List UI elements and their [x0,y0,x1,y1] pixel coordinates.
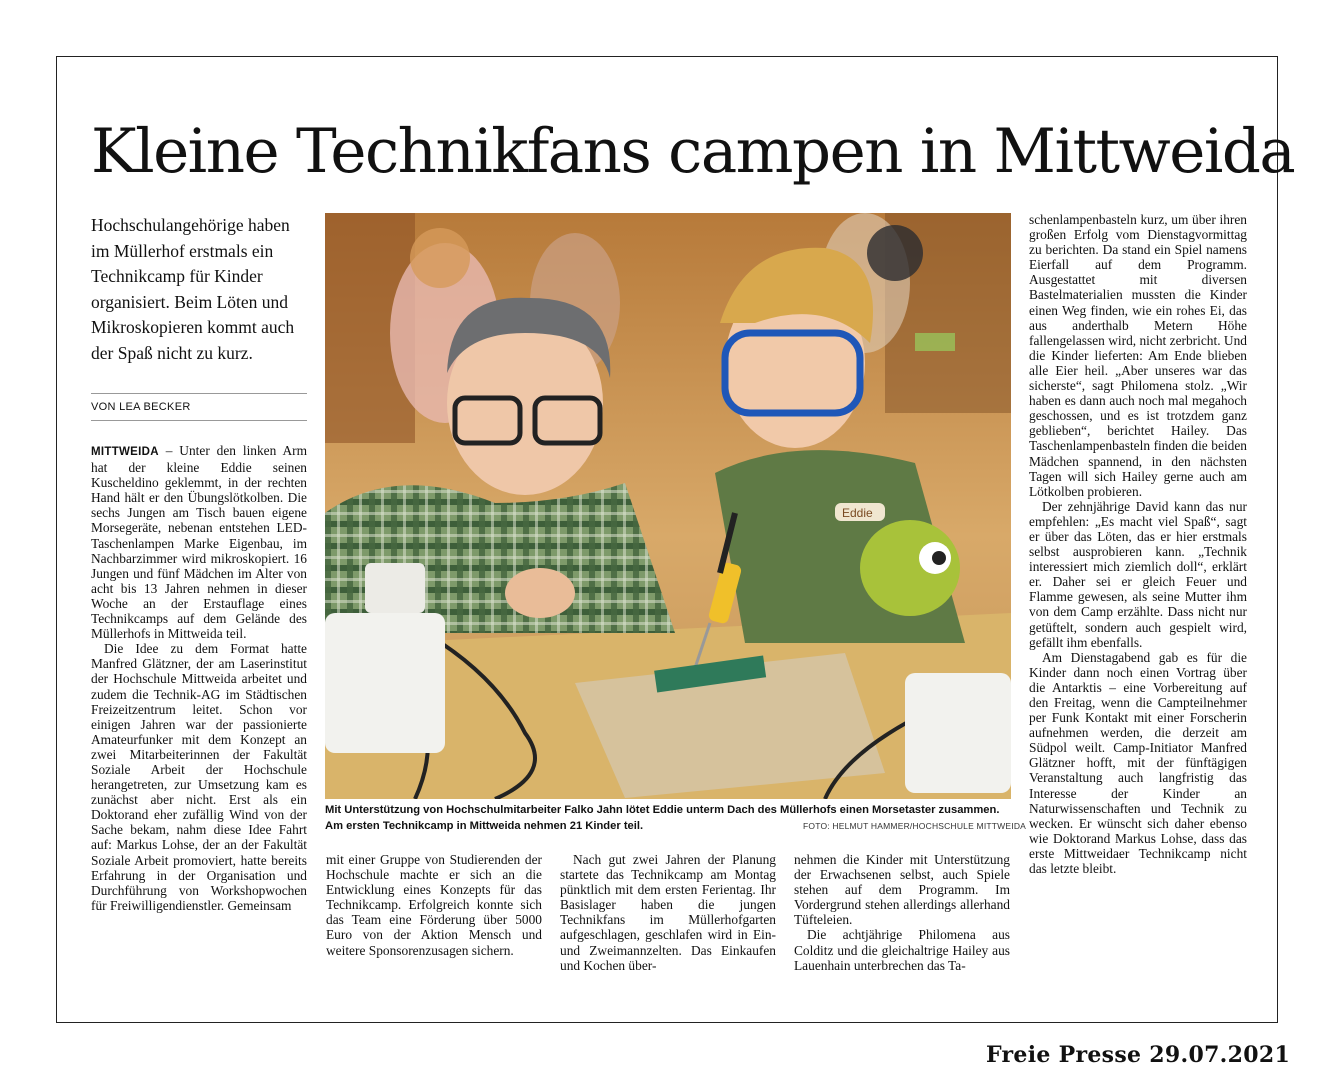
dateline: MITTWEIDA [91,446,159,458]
photo-caption: Mit Unterstützung von Hochschulmitarbeiter Falko Jahn lötet Eddie unterm Dach des Müllerhofs einen Morsetaster zusammen. Am ersten Technikcamp in Mittweida nehmen 21 Kinder teil. [325,804,1000,832]
article-column-2 [326,852,542,958]
headline: Kleine Technikfans campen in Mittweida [91,116,1295,187]
paragraph: Am Dienstagabend gab es für die Kinder dann noch einen Vortrag über die Antarktis – eine Vorbereitung auf den Freitag, wenn die Campteilnehmer per Funk Kontakt mit einer Forscherin aufnehmen werden, die derzeit am Südpol weilt. Camp-Initiator Manfred Glätzner hofft, mit der fünftägigen Veranstaltung auch langfristig das Interesse der Kinder an Naturwissenschaften und Technik zu wecken. Er wünscht sich daher ebenso wie Doktorand Markus Lohse, dass das erste Mittweidaer Technikcamp nicht das letzte bleibt. [1029,649,1247,877]
article-column-5 [1029,212,1247,876]
divider [91,420,307,421]
paragraph: Nach gut zwei Jahren der Planung startete das Technikcamp am Montag pünktlich mit dem ersten Ferientag. Ihr Basislager haben die jungen Technikfans im Müllerhofgarten aufgeschlagen, geschlafen wird in Ein- und Zweimannzelten. Das Einkaufen und Kochen über- [560,852,776,973]
paragraph: MITTWEIDA – Unter den linken Arm hat der kleine Eddie seinen Kuscheldino geklemmt, in der rechten Hand hält er den Übungslötkolben. Die sechs Jungen am Tisch bauen eigene Morsegeräte, nebenan entstehen LED-Taschenlampen Marke Eigenbau, im Nachbarzimmer wird mikroskopiert. 16 Jungen und fünf Mädchen im Alter von acht bis 13 Jahren nehmen in dieser Woche an der Erstauflage eines Technikcamps auf dem Gelände des Müllerhofs in Mittweida teil. [91,443,307,642]
divider [91,393,307,394]
paragraph: Die Idee zu dem Format hatte Manfred Glätzner, der am Laserinstitut der Hochschule Mittweida arbeitet und zudem die Technik-AG im Städtischen Freizeitzentrum leitet. Schon vor einigen Jahren war der passionierte Amateurfunker mit dem Konzept an zwei Mitarbeiterinnen der Fakultät Soziale Arbeit der Hochschule herangetreten, zur Umsetzung kam es zunächst aber nicht. Erst als ein Doktorand eher zufällig Wind von der Sache bekam, nahm diese Idee Fahrt auf: Markus Lohse, der an der Fakultät Soziale Arbeit promoviert, hatte bereits Erfahrung in der Organisation und Durchführung von Workshopwochen für Freiwilligendienstler. Gemeinsam [91,641,307,913]
photo-credit: FOTO: HELMUT HAMMER/HOCHSCHULE MITTWEIDA [803,821,1027,831]
article-column-4 [794,852,1010,973]
source-label: Freie Presse 29.07.2021 [986,1042,1291,1068]
paragraph: nehmen die Kinder mit Unterstützung der Erwachsenen selbst, auch Spiele stehen auf dem Programm. Im Vordergrund stehen allerdings allerhand Tüfteleien. [794,852,1010,928]
shirt-name-tag: Eddie [842,506,873,520]
article-photo [325,213,1011,799]
article-column-3 [560,852,776,973]
teaser: Hochschulangehörige haben im Müllerhof erstmals ein Technikcamp für Kinder organisiert. Beim Löten und Mikroskopieren kommt auch der Spaß nicht zu kurz. [91,215,295,363]
paragraph: Der zehnjährige David kann das nur empfehlen: „Es macht viel Spaß“, sagt er über das Löten, das er hier erstmals selbst ausprobieren kann. „Technik interessiert mich ziemlich doll“, erklärt er. Daher sei er gleich Feuer und Flamme gewesen, als seine Mutter ihm von dem Camp erzählte. Dass nicht nur getüftelt, sondern auch gespielt wird, gefällt ihm ebenfalls. [1029,498,1247,650]
paragraph: Die achtjährige Philomena aus Colditz und die gleichaltrige Hailey aus Lauenhain unterbrechen das Ta- [794,927,1010,973]
paragraph: mit einer Gruppe von Studierenden der Hochschule machte er sich an die Entwicklung eines Konzepts für das Technikcamp. Erfolgreich konnte sich das Team eine Förderung über 5000 Euro von der Aktion Mensch und weitere Sponsorenzusagen sichern. [326,852,542,958]
paragraph: schenlampenbasteln kurz, um über ihren großen Erfolg vom Dienstagvormittag zu berichten. Da stand ein Spiel namens Eierfall auf dem Programm. Ausgestattet mit diversen Bastelmaterialien mussten die Kinder einen Weg finden, wie ein rohes Ei, das aus anderthalb Metern Höhe fallengelassen wird, nicht zerbricht. Und die Kinder lieferten: Am Ende blieben alle Eier heil. „Aber unseres war das sicherste“, sagt Philomena stolz. „Wir haben es dann auch noch mal megahoch geschossen, und es ist trotzdem ganz geblieben“, berichtet Hailey. Das Taschenlampenbasteln finden die beiden Mädchen spannend, in den nächsten Tagen will sich Hailey gerne auch am Lötkolben probieren. [1029,212,1247,499]
byline: VON LEA BECKER [91,401,191,413]
article-column-1 [91,443,307,913]
